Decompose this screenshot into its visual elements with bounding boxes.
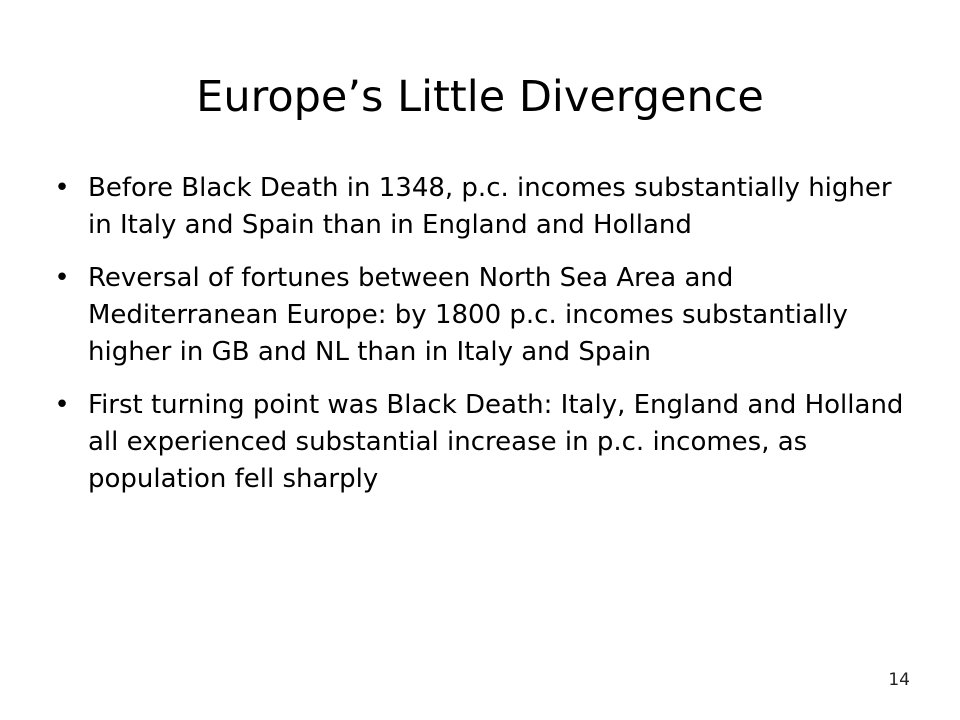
bullet-text: Before Black Death in 1348, p.c. incomes substantially higher in Italy and Spain than in England and Holland bbox=[88, 173, 892, 240]
page-number: 14 bbox=[888, 670, 910, 690]
bullet-dot-icon: • bbox=[54, 173, 70, 203]
bullet-text: First turning point was Black Death: Italy, England and Holland all experienced substantial increase in p.c. incomes, as population fell sharply bbox=[88, 390, 904, 494]
slide-title: Europe’s Little Divergence bbox=[196, 72, 764, 122]
bullet-item bbox=[48, 387, 914, 498]
bullet-dot-icon: • bbox=[54, 390, 70, 420]
bullet-list bbox=[48, 170, 914, 514]
bullet-item bbox=[48, 260, 914, 371]
bullet-dot-icon: • bbox=[54, 263, 70, 293]
bullet-item bbox=[48, 170, 914, 244]
bullet-text: Reversal of fortunes between North Sea Area and Mediterranean Europe: by 1800 p.c. incomes substantially higher in GB and NL than in Italy and Spain bbox=[88, 263, 848, 367]
